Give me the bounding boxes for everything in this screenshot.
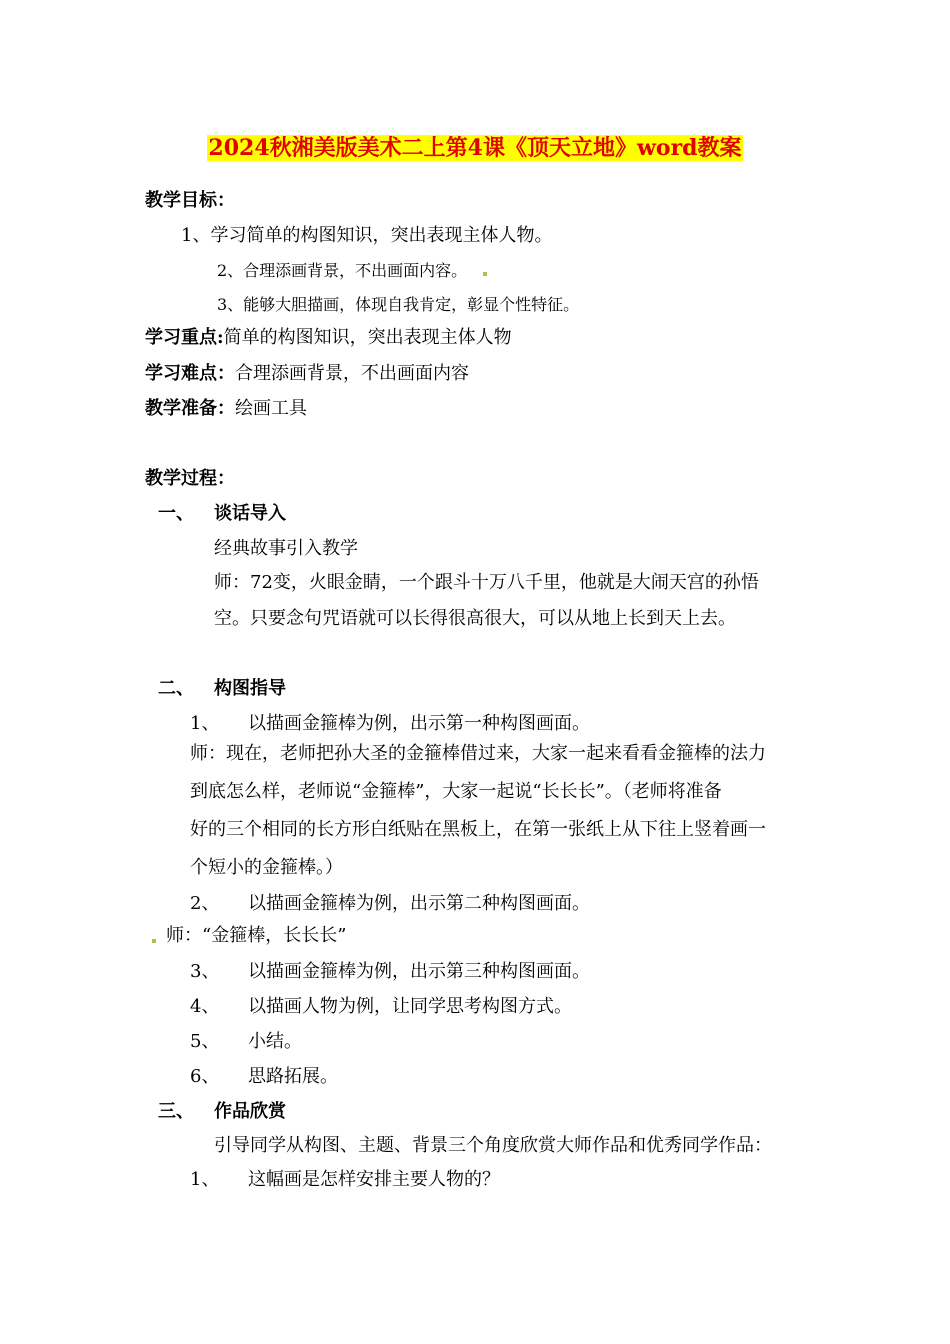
step-text: 以描画人物为例，让同学思考构图方式。 [248,996,572,1017]
objective-item: 2、合理添画背景，不出画面内容。 [217,261,468,280]
step-number: 5、 [190,1031,220,1052]
step-item [190,960,590,984]
section-title: 作品欣赏 [214,1101,286,1122]
preparation-row [145,397,307,421]
objectives-heading: 教学目标： [145,190,235,211]
section-heading [158,677,286,701]
step-number: 2、 [190,893,220,914]
paragraph-line: 师：现在，老师把孙大圣的金箍棒借过来，大家一起来看看金箍棒的法力 [190,743,766,764]
section-line: 经典故事引入教学 [214,538,358,559]
step-number: 3、 [190,961,220,982]
step-text: 以描画金箍棒为例，出示第二种构图画面。 [248,893,590,914]
objective-item: 1、学习简单的构图知识，突出表现主体人物。 [181,225,553,246]
quote-line: 师：“金箍棒，长长长” [166,925,347,946]
step-item [190,1065,338,1089]
section-intro: 引导同学从构图、主题、背景三个角度欣赏大师作品和优秀同学作品： [214,1135,772,1156]
section-line: 师：72变，火眼金睛，一个跟斗十万八千里，他就是大闹天宫的孙悟 [214,572,759,593]
section-title: 谈话导入 [214,503,286,524]
key-point-text: 简单的构图知识，突出表现主体人物 [223,327,512,348]
difficulty-row [145,362,469,386]
step-text: 以描画金箍棒为例，出示第三种构图画面。 [248,961,590,982]
section-heading [158,1100,286,1124]
section-heading [158,502,286,526]
step-number: 4、 [190,996,220,1017]
step-item [190,1168,500,1192]
section-number: 一、 [158,503,194,524]
document-title-text: 2024秋湘美版美术二上第4课《顶天立地》word教案 [208,135,742,161]
step-text: 思路拓展。 [248,1066,338,1087]
section-line: 空。只要念句咒语就可以长得很高很大，可以从地上长到天上去。 [214,608,736,629]
step-item [190,892,590,916]
difficulty-label: 学习难点： [145,363,235,384]
objective-item: 3、能够大胆描画，体现自我肯定，彰显个性特征。 [217,295,580,314]
key-point-row [145,326,512,350]
step-number: 1、 [190,713,220,734]
step-text: 小结。 [248,1031,302,1052]
document-title [0,134,950,162]
section-number: 二、 [158,678,194,699]
decorative-dot [152,939,156,943]
decorative-dot [483,272,487,276]
section-title: 构图指导 [214,678,286,699]
step-item [190,995,572,1019]
step-text: 以描画金箍棒为例，出示第一种构图画面。 [248,713,590,734]
step-item [190,712,590,736]
paragraph-line: 好的三个相同的长方形白纸贴在黑板上，在第一张纸上从下往上竖着画一 [190,819,766,840]
step-text: 这幅画是怎样安排主要人物的？ [248,1169,500,1190]
paragraph-line: 到底怎么样，老师说“金箍棒”，大家一起说“长长长”。（老师将准备 [190,781,722,802]
paragraph-line: 个短小的金箍棒。） [190,857,343,878]
preparation-text: 绘画工具 [235,398,307,419]
step-number: 6、 [190,1066,220,1087]
process-heading: 教学过程： [145,468,235,489]
step-item [190,1030,302,1054]
section-number: 三、 [158,1101,194,1122]
key-point-label: 学习重点: [145,327,224,348]
step-number: 1、 [190,1169,220,1190]
preparation-label: 教学准备： [145,398,235,419]
difficulty-text: 合理添画背景，不出画面内容 [235,363,469,384]
